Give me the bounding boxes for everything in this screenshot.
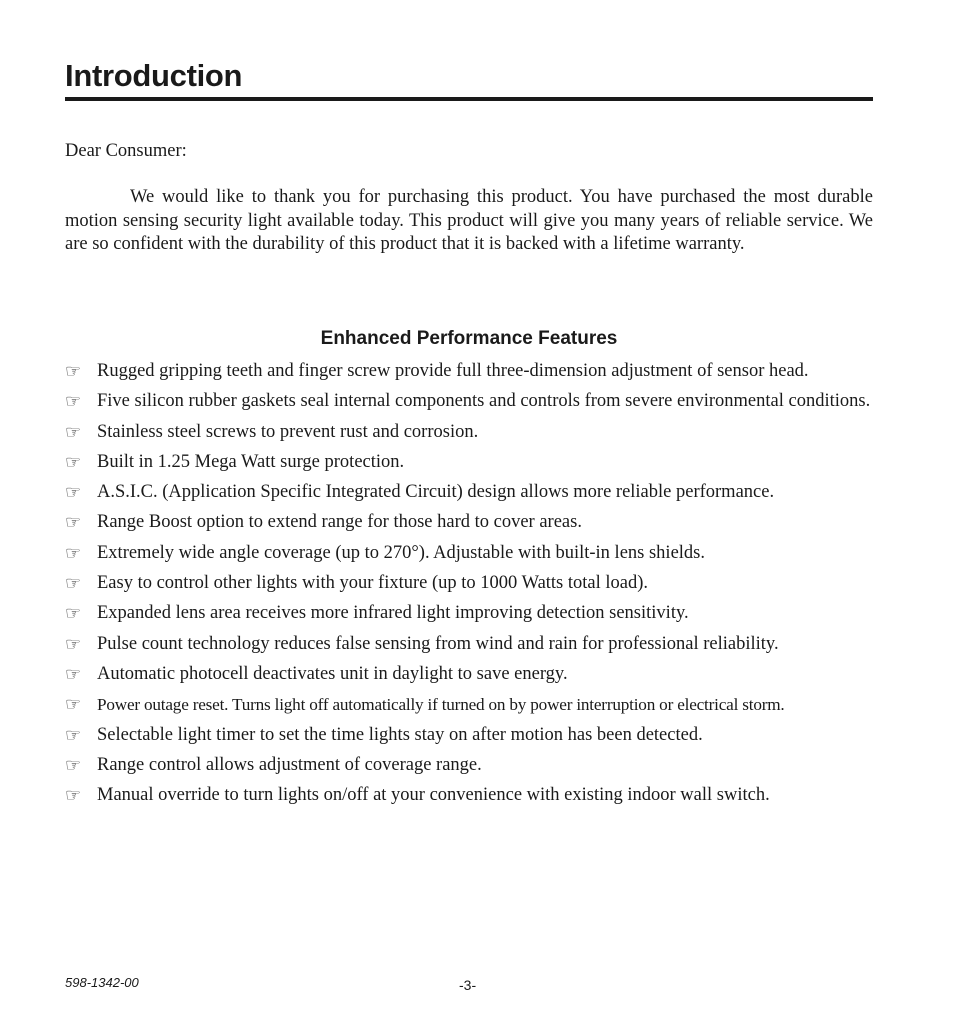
list-item: ☞ Easy to control other lights with your fixture (up to 1000 Watts total load). — [65, 573, 649, 595]
intro-paragraph — [65, 186, 873, 257]
pointing-hand-icon: ☞ — [65, 754, 82, 776]
pointing-hand-icon: ☞ — [65, 694, 82, 716]
list-item: ☞ Manual override to turn lights on/off at your convenience with existing indoor wall switch. — [65, 785, 770, 807]
title-rule — [65, 97, 873, 101]
pointing-hand-icon: ☞ — [65, 451, 82, 473]
page-title: Introduction — [65, 58, 243, 93]
features-list — [65, 360, 873, 814]
page-number: -3- — [459, 977, 477, 993]
features-heading: Enhanced Performance Features — [320, 328, 618, 349]
intro-text: We would like to thank you for purchasing this product. You have purchased the most durable motion sensing security light available today. This product will give you many years of reliable service. We are so confident with the durability of this product that it is backed with a lifetime warranty. — [65, 187, 873, 254]
list-item: ☞ Selectable light timer to set the time lights stay on after motion has been detected. — [65, 724, 703, 746]
pointing-hand-icon: ☞ — [65, 724, 82, 746]
pointing-hand-icon: ☞ — [65, 603, 82, 625]
pointing-hand-icon: ☞ — [65, 512, 82, 534]
pointing-hand-icon: ☞ — [65, 391, 82, 413]
list-item: ☞ Rugged gripping teeth and finger screw provide full three-dimension adjustment of sensor head. — [65, 361, 809, 382]
pointing-hand-icon: ☞ — [65, 633, 82, 655]
list-item: ☞ Range Boost option to extend range for those hard to cover areas. — [65, 512, 582, 534]
list-item: ☞ Stainless steel screws to prevent rust and corrosion. — [65, 421, 479, 443]
pointing-hand-icon: ☞ — [65, 542, 82, 564]
list-item: ☞ Power outage reset. Turns light off automatically if turned on by power interruption or electrical storm. — [65, 694, 785, 716]
pointing-hand-icon: ☞ — [65, 361, 82, 382]
document-number: 598-1342-00 — [65, 975, 139, 990]
list-item: ☞ Built in 1.25 Mega Watt surge protection. — [65, 451, 405, 473]
pointing-hand-icon: ☞ — [65, 663, 82, 685]
list-item: ☞ Five silicon rubber gaskets seal internal components and controls from severe environmental conditions. — [65, 391, 871, 413]
pointing-hand-icon: ☞ — [65, 785, 82, 807]
pointing-hand-icon: ☞ — [65, 482, 82, 504]
list-item: ☞ Expanded lens area receives more infrared light improving detection sensitivity. — [65, 603, 689, 625]
pointing-hand-icon: ☞ — [65, 421, 82, 443]
list-item: ☞ A.S.I.C. (Application Specific Integrated Circuit) design allows more reliable performance. — [65, 482, 775, 504]
pointing-hand-icon: ☞ — [65, 573, 82, 595]
list-item: ☞ Range control allows adjustment of coverage range. — [65, 754, 482, 776]
list-item: ☞ Extremely wide angle coverage (up to 270°). Adjustable with built-in lens shields. — [65, 542, 705, 564]
list-item: ☞ Pulse count technology reduces false sensing from wind and rain for professional reliability. — [65, 633, 779, 655]
list-item: ☞ Automatic photocell deactivates unit in daylight to save energy. — [65, 663, 568, 685]
salutation: Dear Consumer: — [65, 141, 187, 161]
